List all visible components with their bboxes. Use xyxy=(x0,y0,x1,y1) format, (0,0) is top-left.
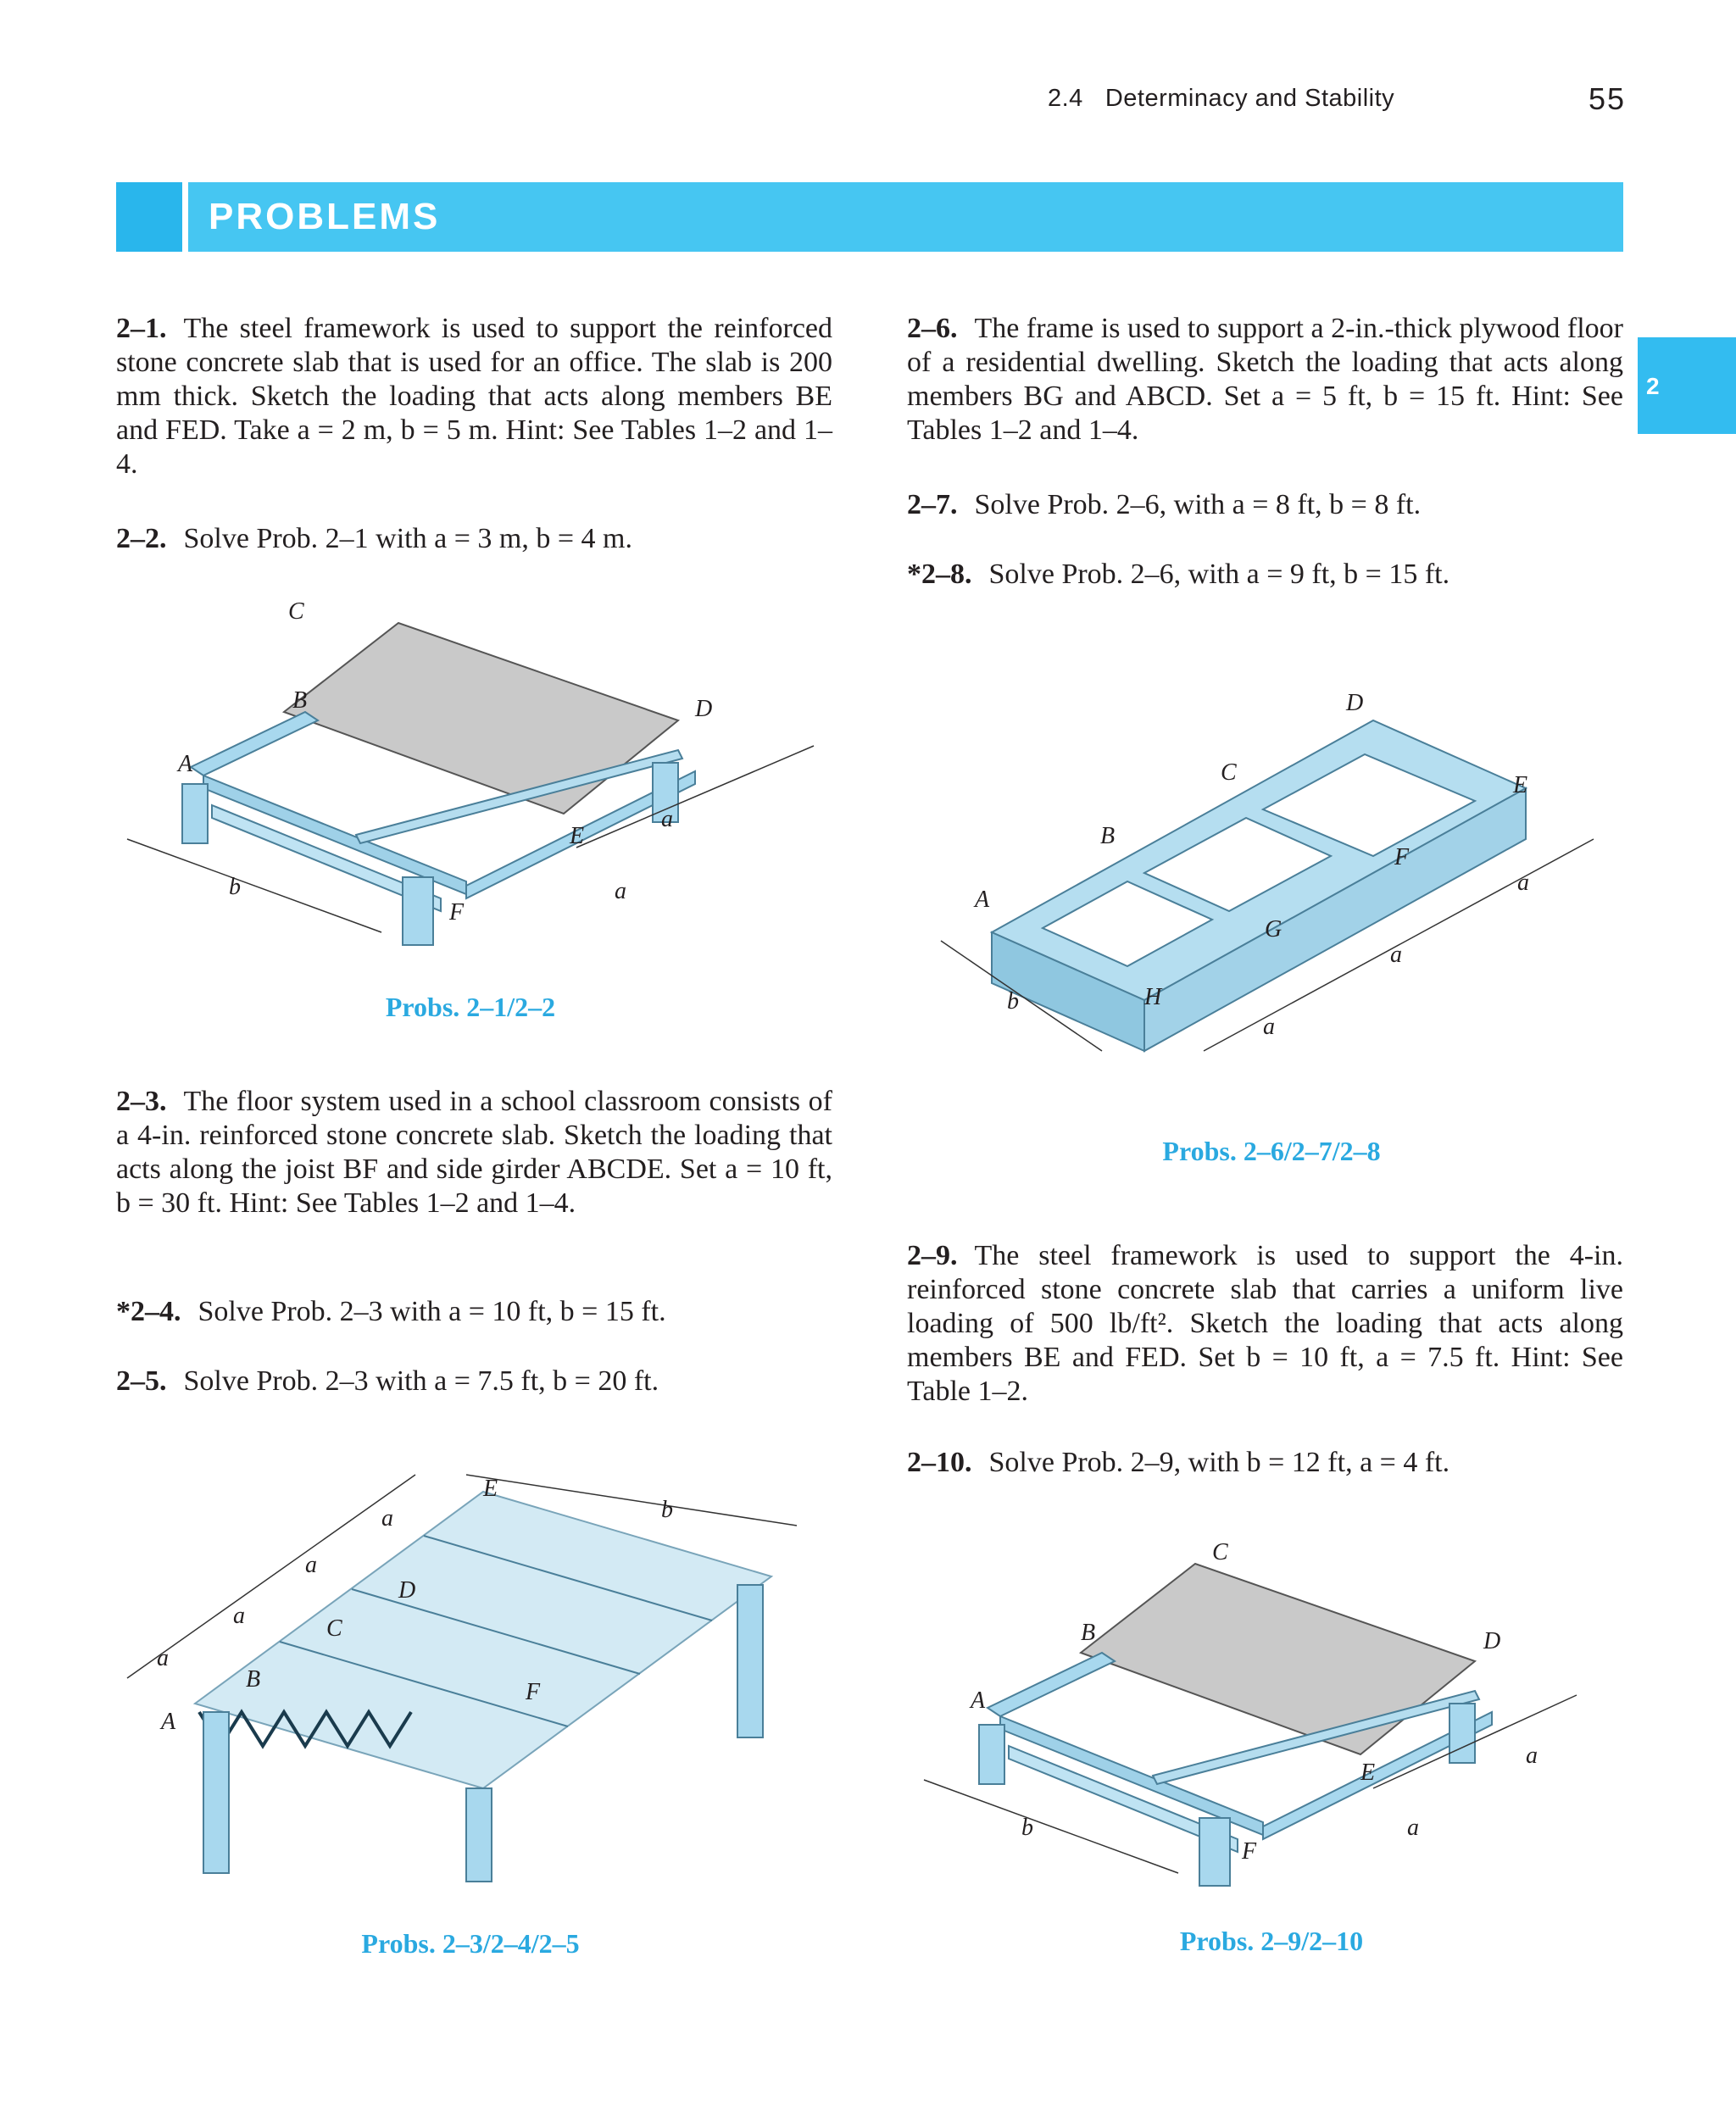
label-d: D xyxy=(695,696,713,722)
label-b: B xyxy=(1081,1620,1096,1646)
label-c: C xyxy=(326,1615,342,1642)
label-dim-a3: a xyxy=(233,1603,245,1629)
column-f xyxy=(1199,1818,1230,1886)
label-dim-b: b xyxy=(661,1497,673,1523)
label-a: A xyxy=(178,751,193,777)
problem-2-1 xyxy=(116,312,832,481)
beam-ab xyxy=(191,712,318,776)
label-c: C xyxy=(1221,759,1237,786)
label-dim-a2: a xyxy=(305,1552,317,1578)
label-d: D xyxy=(1346,690,1364,716)
label-dim-a1: a xyxy=(1407,1815,1419,1841)
problem-2-3 xyxy=(116,1085,832,1220)
column-back-right xyxy=(737,1585,763,1737)
label-f: F xyxy=(1394,844,1410,870)
problem-2-5 xyxy=(116,1365,832,1398)
concrete-slab xyxy=(1081,1564,1475,1754)
problem-number: 2–6. xyxy=(907,313,958,344)
label-dim-a1: a xyxy=(381,1505,393,1532)
problem-2-10 xyxy=(907,1446,1623,1480)
problem-number: 2–3. xyxy=(116,1086,167,1117)
label-h: H xyxy=(1144,984,1162,1010)
problem-text: Solve Prob. 2–3 with a = 7.5 ft, b = 20 ft. xyxy=(183,1365,659,1397)
problem-text: Solve Prob. 2–6, with a = 9 ft, b = 15 ft. xyxy=(988,559,1450,590)
banner-title: PROBLEMS xyxy=(209,196,441,237)
problem-text: The floor system used in a school classroom consists of a 4-in. reinforced stone concrete slab. Sketch the loading that acts along the joist BF and side girder ABCDE. Set a = 10 ft, b = 30 ft. Hint: See Tables 1–2 and 1–4. xyxy=(116,1086,832,1219)
problem-2-2 xyxy=(116,522,832,556)
problem-2-4 xyxy=(116,1295,832,1329)
problem-text: The steel framework is used to support the reinforced stone concrete slab that is used for an office. The slab is 200 mm thick. Sketch the loading that acts along members BE and FED. Take a = 2 m, b = 5 m. Hint: See Tables 1–2 and 1–4. xyxy=(116,313,832,480)
figure-caption-4: Probs. 2–9/2–10 xyxy=(1179,1926,1364,1956)
section-title: Determinacy and Stability xyxy=(1104,85,1395,112)
figure-plywood-frame xyxy=(932,678,1611,1085)
banner-accent xyxy=(116,182,182,252)
label-a: A xyxy=(975,887,990,913)
problems-banner xyxy=(188,182,1623,252)
column-a xyxy=(182,784,208,843)
chapter-tab xyxy=(1638,337,1736,434)
label-g: G xyxy=(1265,916,1283,942)
problem-2-6 xyxy=(907,312,1623,448)
label-dim-a2: a xyxy=(1390,942,1402,968)
column-f xyxy=(403,877,433,945)
problem-2-9 xyxy=(907,1239,1623,1409)
problem-number: *2–8. xyxy=(907,559,972,590)
label-f: F xyxy=(526,1679,541,1705)
problem-number: 2–1. xyxy=(116,313,167,344)
page-number: 55 xyxy=(1588,81,1626,116)
label-dim-a3: a xyxy=(1517,870,1529,896)
label-c: C xyxy=(1212,1539,1228,1565)
label-dim-a2: a xyxy=(1526,1743,1538,1769)
label-dim-b: b xyxy=(1021,1815,1033,1841)
label-e: E xyxy=(570,823,585,849)
beam-ab xyxy=(988,1653,1115,1716)
label-c: C xyxy=(288,598,304,625)
dimension-line-b xyxy=(924,1780,1178,1873)
problem-number: 2–5. xyxy=(116,1365,167,1397)
figure-framework-slab-2 xyxy=(907,1526,1585,1899)
figure-caption-3: Probs. 2–3/2–4/2–5 xyxy=(361,1928,580,1959)
label-dim-b: b xyxy=(229,874,241,900)
section-number: 2.4 xyxy=(1048,85,1083,112)
problem-number: 2–9. xyxy=(907,1240,958,1271)
chapter-number: 2 xyxy=(1646,373,1660,399)
problem-text: Solve Prob. 2–6, with a = 8 ft, b = 8 ft. xyxy=(974,489,1422,520)
problem-text: Solve Prob. 2–3 with a = 10 ft, b = 15 ft. xyxy=(198,1296,666,1327)
figure-caption-2: Probs. 2–6/2–7/2–8 xyxy=(1162,1136,1381,1166)
problem-number: *2–4. xyxy=(116,1296,181,1327)
label-e: E xyxy=(1360,1760,1376,1786)
column-front-left xyxy=(203,1712,229,1873)
figure-caption-1: Probs. 2–1/2–2 xyxy=(385,992,556,1022)
problem-text: Solve Prob. 2–1 with a = 3 m, b = 4 m. xyxy=(183,523,632,554)
label-e: E xyxy=(483,1476,498,1502)
label-d: D xyxy=(398,1577,416,1604)
problem-number: 2–10. xyxy=(907,1447,972,1478)
label-f: F xyxy=(449,899,465,926)
running-header xyxy=(1048,85,1394,113)
label-f: F xyxy=(1242,1838,1257,1865)
label-dim-b: b xyxy=(1007,988,1019,1015)
label-a: A xyxy=(161,1709,176,1735)
label-dim-a2: a xyxy=(661,806,673,832)
figure-floor-system xyxy=(110,1458,839,1899)
label-dim-a4: a xyxy=(157,1645,169,1671)
problem-2-8 xyxy=(907,558,1623,592)
floor-slab xyxy=(195,1492,771,1788)
concrete-slab xyxy=(284,623,678,814)
column-a xyxy=(979,1725,1004,1784)
label-b: B xyxy=(292,687,308,714)
label-a: A xyxy=(971,1687,986,1714)
label-b: B xyxy=(1100,823,1116,849)
label-dim-a1: a xyxy=(1263,1014,1275,1040)
problem-number: 2–7. xyxy=(907,489,958,520)
problem-number: 2–2. xyxy=(116,523,167,554)
label-b: B xyxy=(246,1666,261,1693)
dimension-line-b xyxy=(127,839,381,932)
figure-framework-slab-1 xyxy=(110,593,713,958)
problem-2-7 xyxy=(907,488,1623,522)
label-dim-a1: a xyxy=(615,878,626,904)
problem-text: The steel framework is used to support the 4-in. reinforced stone concrete slab that carries a uniform live loading of 500 lb/ft². Sketch the loading that acts along members BE and FED. Set b = 10 ft, a = 7.5 ft. Hint: See Table 1–2. xyxy=(907,1240,1623,1407)
column-d xyxy=(1449,1704,1475,1763)
problem-text: Solve Prob. 2–9, with b = 12 ft, a = 4 ft. xyxy=(988,1447,1450,1478)
label-e: E xyxy=(1513,772,1528,798)
problem-text: The frame is used to support a 2-in.-thick plywood floor of a residential dwelling. Sketch the loading that acts along members BG and ABCD. Set a = 5 ft, b = 15 ft. Hint: See Tables 1–2 and 1–4. xyxy=(907,313,1623,446)
label-d: D xyxy=(1483,1628,1501,1654)
column-front-right xyxy=(466,1788,492,1882)
